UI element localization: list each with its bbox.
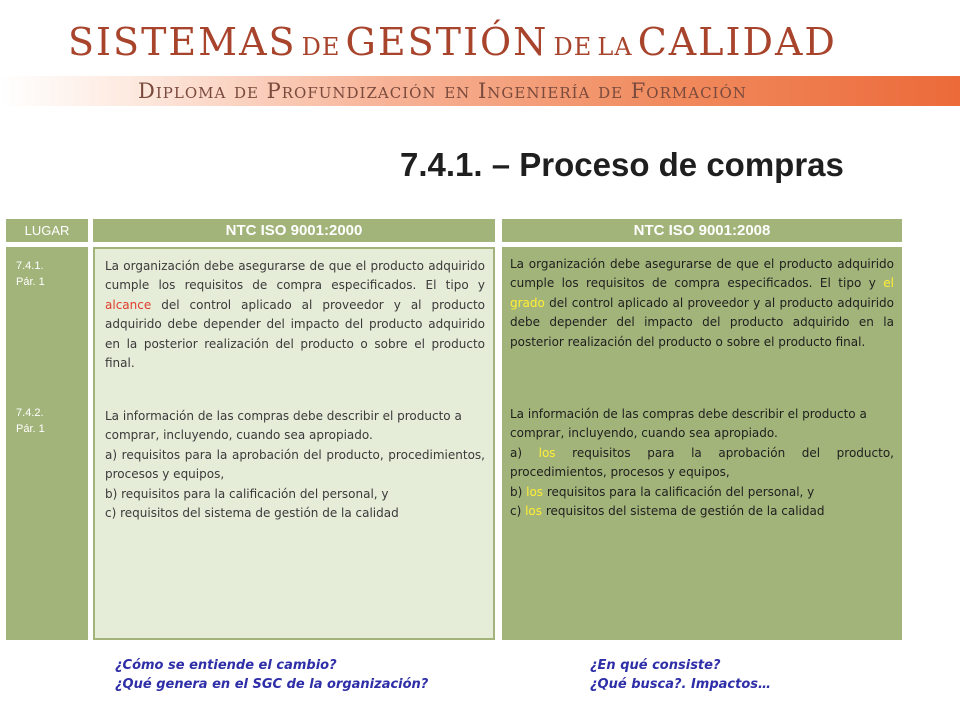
slide-title: 7.4.1. – Proceso de compras bbox=[400, 146, 844, 183]
list-item: a) requisitos para la aprobación del producto, procedimientos, procesos y equipos, bbox=[105, 447, 485, 482]
text-run: c) bbox=[510, 504, 526, 519]
text-line: La información de las compras debe describir el producto a bbox=[105, 409, 462, 423]
text-run: del control aplicado al proveedor y al producto adquirido debe depender del impacto del producto adquirido en la posterior realización del producto o sobre el producto final. bbox=[105, 297, 485, 371]
text-line: comprar, incluyendo, cuando sea apropiado. bbox=[510, 426, 778, 441]
iso-2008-paragraph-1 bbox=[510, 255, 894, 352]
list-item: c) requisitos del sistema de gestión de la calidad bbox=[105, 506, 399, 521]
banner-word: LA bbox=[597, 33, 633, 61]
lugar-column bbox=[6, 247, 88, 640]
iso-2000-paragraph-2 bbox=[105, 407, 485, 523]
header-iso-2000: NTC ISO 9001:2000 bbox=[93, 219, 495, 242]
iso-2000-column bbox=[93, 247, 495, 640]
highlighted-change: los bbox=[526, 484, 544, 499]
text-run: La organización debe asegurarse de que el producto adquirido cumple los requisitos de compra especificados. El tipo y bbox=[510, 257, 894, 291]
text-run: La organización debe asegurarse de que el producto adquirido cumple los requisitos de compra especificados. El tipo y bbox=[105, 259, 485, 293]
clause-number: 7.4.2. bbox=[16, 407, 44, 419]
banner-word: CALIDAD bbox=[637, 20, 837, 64]
list-item bbox=[510, 502, 894, 521]
banner-word: DE bbox=[553, 33, 593, 61]
text-run: requisitos para la aprobación del producto, procedimientos, procesos y equipos, bbox=[510, 445, 894, 480]
iso-2008-column bbox=[502, 247, 902, 640]
highlighted-change: el grado bbox=[510, 276, 894, 310]
question-line: ¿Cómo se entiende el cambio? bbox=[115, 658, 337, 673]
highlighted-change: los bbox=[525, 504, 543, 519]
text-run: b) bbox=[510, 484, 527, 499]
banner-word: SISTEMAS bbox=[68, 20, 297, 64]
clause-number: 7.4.1. bbox=[16, 260, 44, 272]
iso-2000-paragraph-1 bbox=[105, 257, 485, 373]
banner-title bbox=[68, 20, 928, 70]
clause-paragraph: Pár. 1 bbox=[16, 423, 45, 435]
list-item: b) requisitos para la calificación del personal, y bbox=[105, 486, 389, 501]
clause-paragraph: Pár. 1 bbox=[16, 276, 45, 288]
question-line: ¿Qué genera en el SGC de la organización? bbox=[115, 677, 429, 692]
text-run: requisitos del sistema de gestión de la calidad bbox=[542, 504, 825, 519]
text-run: a) bbox=[510, 445, 539, 460]
clause-ref-7-4-2 bbox=[16, 405, 45, 437]
header-iso-2008: NTC ISO 9001:2008 bbox=[502, 219, 902, 242]
text-run: requisitos para la calificación del personal, y bbox=[543, 484, 815, 499]
discussion-questions-right bbox=[590, 656, 771, 694]
clause-ref-7-4-1 bbox=[16, 258, 45, 290]
list-item bbox=[510, 444, 894, 483]
header-lugar: LUGAR bbox=[6, 219, 88, 242]
text-run: del control aplicado al proveedor y al producto adquirido debe depender del impacto del producto adquirido en la posterior realización del producto o sobre el producto final. bbox=[510, 295, 894, 349]
list-item bbox=[510, 483, 894, 502]
text-line: comprar, incluyendo, cuando sea apropiado. bbox=[105, 428, 373, 443]
highlighted-change: alcance bbox=[105, 297, 152, 312]
banner-word: DE bbox=[301, 33, 341, 61]
text-line: La información de las compras debe describir el producto a bbox=[510, 407, 867, 421]
highlighted-change: los bbox=[538, 445, 556, 460]
question-line: ¿Qué busca?. Impactos… bbox=[590, 677, 772, 692]
question-line: ¿En qué consiste? bbox=[590, 658, 721, 673]
iso-2008-paragraph-2 bbox=[510, 405, 894, 521]
discussion-questions-left bbox=[115, 656, 428, 694]
banner-subtitle: Diploma de Profundización en Ingeniería de Formación bbox=[138, 79, 747, 103]
banner-word: GESTIÓN bbox=[345, 20, 549, 64]
